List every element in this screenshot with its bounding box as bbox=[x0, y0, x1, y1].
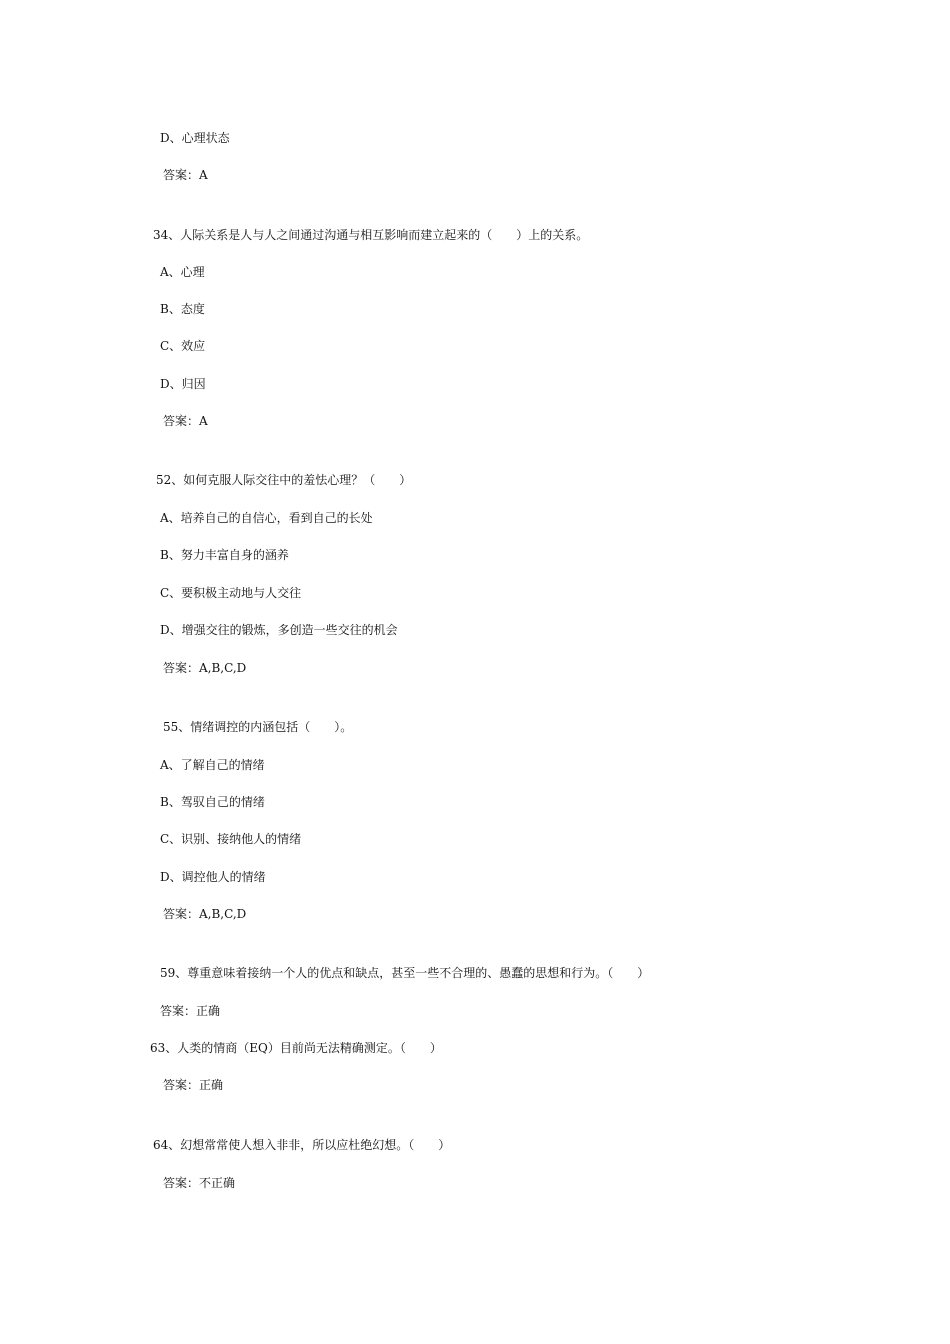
q55-option-b: B、驾驭自己的情绪 bbox=[160, 795, 265, 809]
q52-answer: 答案：A,B,C,D bbox=[163, 661, 247, 675]
q55-option-a: A、了解自己的情绪 bbox=[160, 758, 265, 772]
q34-answer: 答案：A bbox=[163, 414, 208, 428]
q52-option-a: A、培养自己的自信心，看到自己的长处 bbox=[160, 511, 373, 525]
q52-question: 52、如何克服人际交往中的羞怯心理？（ ） bbox=[156, 473, 412, 487]
q34-option-a: A、心理 bbox=[160, 265, 205, 279]
q34-option-d: D、归因 bbox=[160, 377, 206, 391]
q33-answer: 答案：A bbox=[163, 168, 208, 182]
q52-option-b: B、努力丰富自身的涵养 bbox=[160, 548, 289, 562]
q55-question: 55、情绪调控的内涵包括（ ）。 bbox=[163, 720, 353, 734]
q52-option-d: D、增强交往的锻炼，多创造一些交往的机会 bbox=[160, 623, 398, 637]
q34-question: 34、人际关系是人与人之间通过沟通与相互影响而建立起来的（ ）上的关系。 bbox=[153, 228, 589, 242]
q64-answer: 答案：不正确 bbox=[163, 1176, 236, 1190]
q63-question: 63、人类的情商（EQ）目前尚无法精确测定。（ ） bbox=[150, 1041, 442, 1055]
q34-option-b: B、态度 bbox=[160, 302, 205, 316]
q64-question: 64、幻想常常使人想入非非，所以应杜绝幻想。（ ） bbox=[153, 1138, 451, 1152]
q33-option-d: D、心理状态 bbox=[160, 131, 230, 145]
q59-question: 59、尊重意味着接纳一个人的优点和缺点，甚至一些不合理的、愚蠢的思想和行为。（ ） bbox=[160, 966, 650, 980]
q59-answer: 答案：正确 bbox=[160, 1004, 221, 1018]
q55-option-c: C、识别、接纳他人的情绪 bbox=[160, 832, 302, 846]
q63-answer: 答案：正确 bbox=[163, 1078, 224, 1092]
q52-option-c: C、要积极主动地与人交往 bbox=[160, 586, 302, 600]
q55-answer: 答案：A,B,C,D bbox=[163, 907, 247, 921]
q55-option-d: D、调控他人的情绪 bbox=[160, 870, 266, 884]
q34-option-c: C、效应 bbox=[160, 339, 206, 353]
